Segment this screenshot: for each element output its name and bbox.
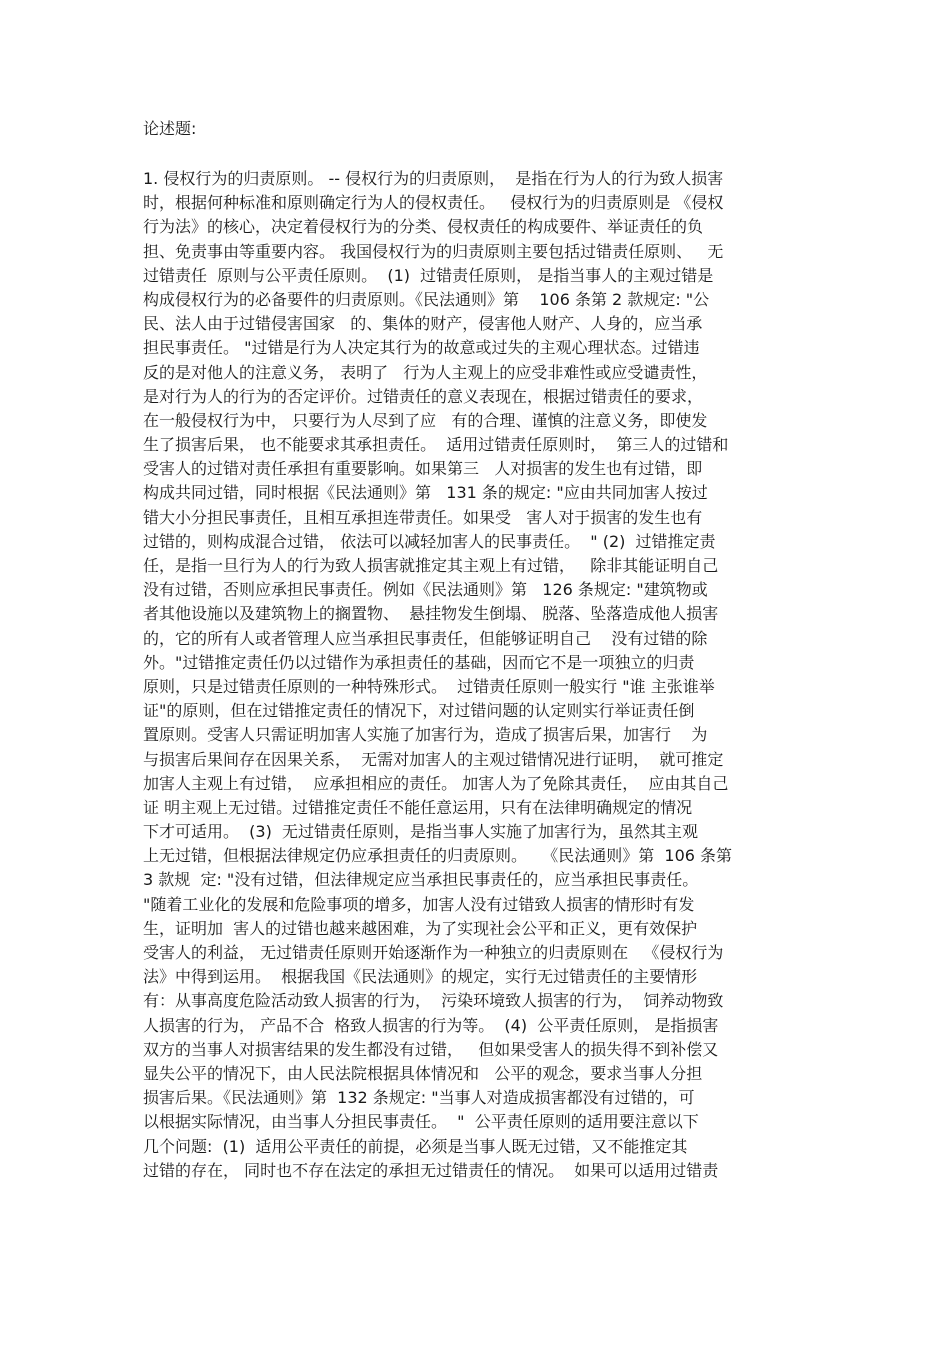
text-line: 错大小分担民事责任，且相互承担连带责任。如果受 害人对于损害的发生也有 xyxy=(143,507,703,527)
text-line: 过错的存在， 同时也不存在法定的承担无过错责任的情况。 如果可以适用过错责 xyxy=(143,1160,719,1180)
text-line: 证"的原则，但在过错推定责任的情况下，对过错问题的认定则实行举证责任倒 xyxy=(143,701,695,721)
text-line: 过错责任 原则与公平责任原则。 (1) 过错责任原则， 是指当事人的主观过错是 xyxy=(143,265,714,285)
text-line: 者其他设施以及建筑物上的搁置物、 悬挂物发生倒塌、 脱落、坠落造成他人损害 xyxy=(143,604,719,624)
text-line: 损害后果。《民法通则》第 132 条规定: "当事人对造成损害都没有过错的，可 xyxy=(143,1088,695,1108)
text-line: 下才可适用。 (3) 无过错责任原则，是指当事人实施了加害行为，虽然其主观 xyxy=(143,822,699,842)
text-line: 反的是对他人的注意义务， 表明了 行为人主观上的应受非难性或应受谴责性， xyxy=(143,362,708,382)
document-body xyxy=(143,167,813,1183)
text-line: 显失公平的情况下，由人民法院根据具体情况和 公平的观念，要求当事人分担 xyxy=(143,1063,703,1083)
text-line: 有：从事高度危险活动致人损害的行为， 污染环境致人损害的行为， 饲养动物致 xyxy=(143,991,724,1011)
text-line: 双方的当事人对损害结果的发生都没有过错， 但如果受害人的损失得不到补偿又 xyxy=(143,1039,719,1059)
text-line: 受害人的利益， 无过错责任原则开始逐渐作为一种独立的归责原则在 《侵权行为 xyxy=(143,943,724,962)
text-line: 生，证明加 害人的过错也越来越困难，为了实现社会公平和正义，更有效保护 xyxy=(143,918,698,938)
text-line: 的，它的所有人或者管理人应当承担民事责任，但能够证明自己 没有过错的除 xyxy=(143,628,708,648)
text-line: 构成侵权行为的必备要件的归责原则。《民法通则》第 106 条第 2 款规定: "公 xyxy=(143,289,710,309)
text-line: 证 明主观上无过错。过错推定责任不能任意运用，只有在法律明确规定的情况 xyxy=(143,797,693,817)
text-line: 置原则。受害人只需证明加害人实施了加害行为，造成了损害后果，加害行 为 xyxy=(143,725,708,745)
text-line: 几个问题: (1) 适用公平责任的前提，必须是当事人既无过错，又不能推定其 xyxy=(143,1136,688,1156)
text-line: 与损害后果间存在因果关系， 无需对加害人的主观过错情况进行证明， 就可推定 xyxy=(143,749,724,769)
text-line: 3 款规 定: "没有过错，但法律规定应当承担民事责任的，应当承担民事责任。 xyxy=(143,870,699,890)
text-line: 受害人的过错对责任承担有重要影响。如果第三 人对损害的发生也有过错，即 xyxy=(143,459,703,479)
text-line: 原则，只是过错责任原则的一种特殊形式。 过错责任原则一般实行 "谁 主张谁举 xyxy=(143,676,715,696)
text-line: 外。"过错推定责任仍以过错作为承担责任的基础，因而它不是一项独立的归责 xyxy=(143,652,695,672)
text-line: 担民事责任。 "过错是行为人决定其行为的故意或过失的主观心理状态。过错违 xyxy=(143,338,700,358)
text-line: 加害人主观上有过错， 应承担相应的责任。 加害人为了免除其责任， 应由其自己 xyxy=(143,773,729,793)
text-line: 生了损害后果， 也不能要求其承担责任。 适用过错责任原则时， 第三人的过错和 xyxy=(143,435,729,455)
text-line: 任，是指一旦行为人的行为致人损害就推定其主观上有过错， 除非其能证明自己 xyxy=(143,556,719,575)
text-line: 构成共同过错，同时根据《民法通则》第 131 条的规定: "应由共同加害人按过 xyxy=(143,483,708,503)
text-line: 过错的，则构成混合过错， 依法可以减轻加害人的民事责任。 " (2) 过错推定责 xyxy=(143,531,716,551)
text-line: 民、法人由于过错侵害国家 的、集体的财产，侵害他人财产、人身的，应当承 xyxy=(143,314,703,334)
text-line: 时，根据何种标准和原则确定行为人的侵权责任。 侵权行为的归责原则是 《侵权 xyxy=(143,193,724,213)
text-line: "随着工业化的发展和危险事项的增多，加害人没有过错致人损害的情形时有发 xyxy=(143,894,695,914)
text-line: 以根据实际情况，由当事人分担民事责任。 " 公平责任原则的适用要注意以下 xyxy=(143,1112,699,1132)
text-line: 是对行为人的行为的否定评价。过错责任的意义表现在，根据过错责任的要求， xyxy=(143,386,704,406)
text-line: 人损害的行为， 产品不合 格致人损害的行为等。 (4) 公平责任原则， 是指损害 xyxy=(143,1015,719,1035)
text-line: 没有过错，否则应承担民事责任。例如《民法通则》第 126 条规定: "建筑物或 xyxy=(143,580,708,600)
text-line: 担、免责事由等重要内容。 我国侵权行为的归责原则主要包括过错责任原则、 无 xyxy=(143,241,724,261)
text-line: 法》中得到运用。 根据我国《民法通则》的规定，实行无过错责任的主要情形 xyxy=(143,967,698,987)
text-line: 在一般侵权行为中， 只要行为人尽到了应 有的合理、谨慎的注意义务，即使发 xyxy=(143,410,708,430)
text-line: 1. 侵权行为的归责原则。 -- 侵权行为的归责原则， 是指在行为人的行为致人损害 xyxy=(143,169,724,188)
text-line: 行为法》的核心，决定着侵权行为的分类、侵权责任的构成要件、举证责任的负 xyxy=(143,217,704,237)
text-line: 上无过错，但根据法律规定仍应承担责任的归责原则。 《民法通则》第 106 条第 xyxy=(143,846,733,866)
section-heading: 论述题: xyxy=(143,119,197,138)
